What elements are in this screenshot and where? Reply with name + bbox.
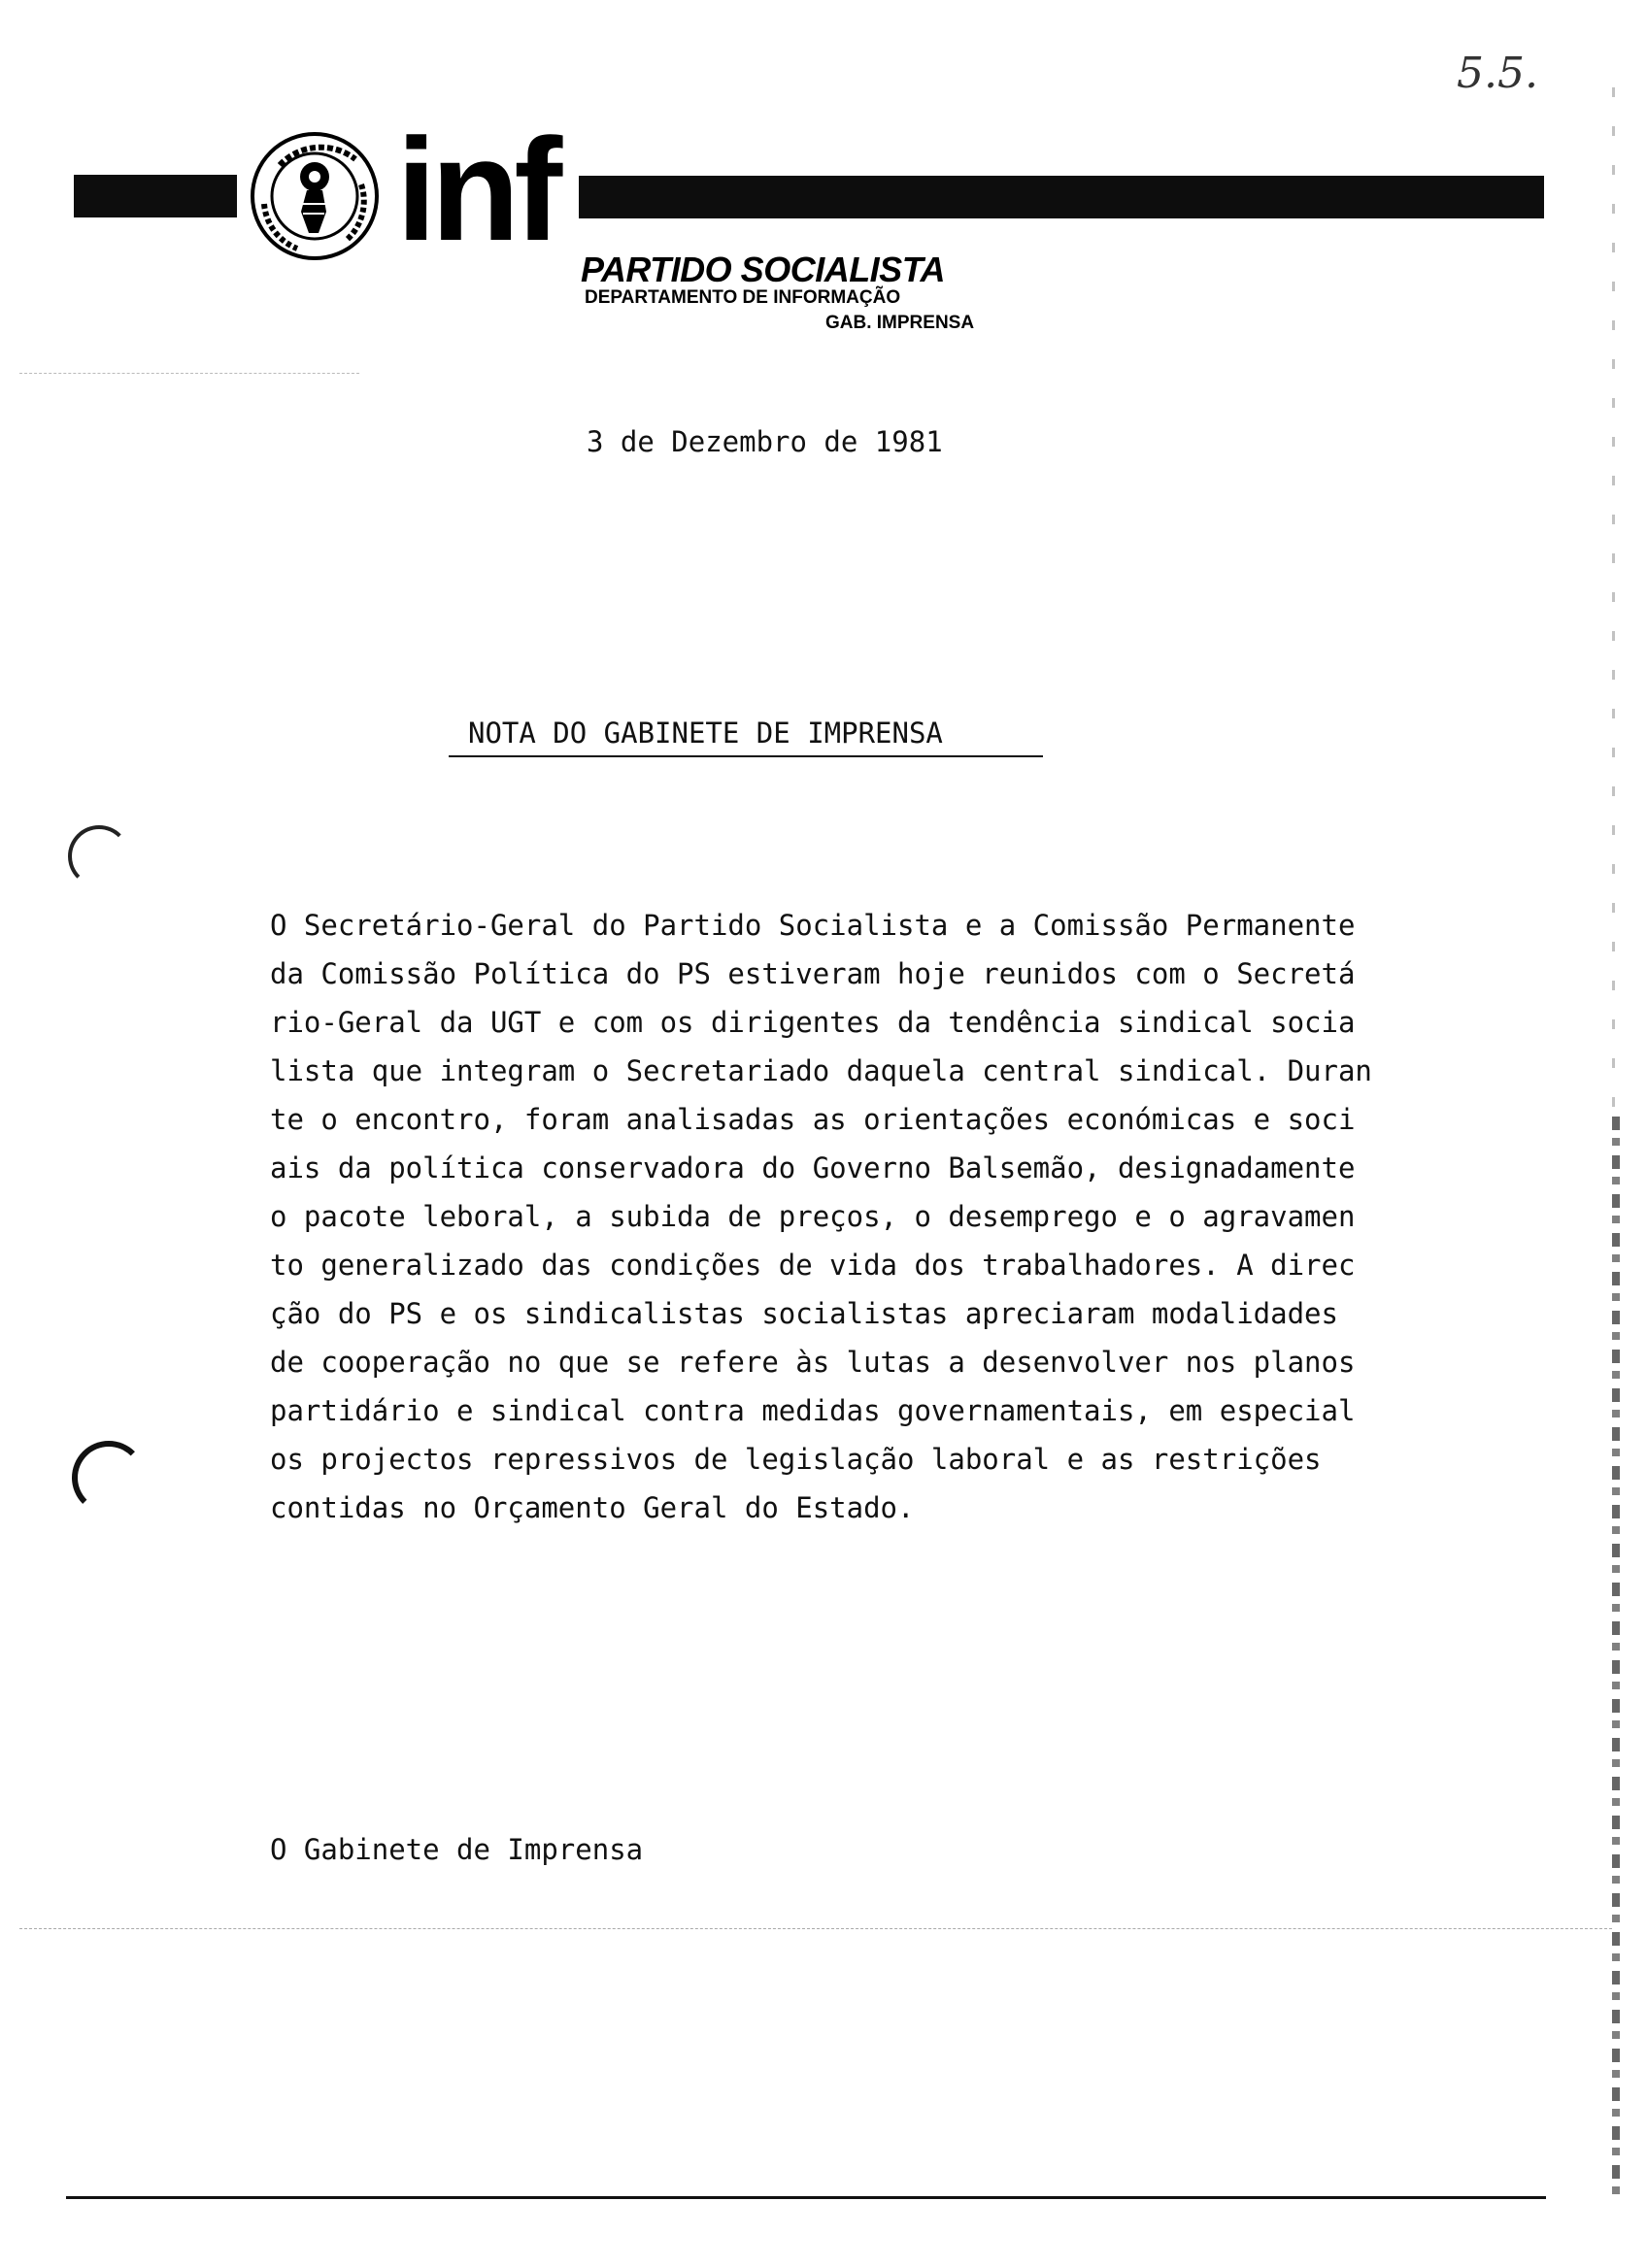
scan-rule-top bbox=[19, 373, 359, 374]
note-title-underline bbox=[449, 755, 1043, 757]
note-body bbox=[270, 901, 1552, 1532]
body-line: te o encontro, foram analisadas as orientações económicas e soci bbox=[270, 1103, 1356, 1136]
body-line: de cooperação no que se refere às lutas a desenvolver nos planos bbox=[270, 1346, 1356, 1379]
signature: O Gabinete de Imprensa bbox=[270, 1833, 644, 1866]
scan-edge-right bbox=[1612, 1117, 1620, 2194]
office-name: GAB. IMPRENSA bbox=[825, 313, 975, 333]
footer-rule bbox=[66, 2196, 1546, 2199]
body-line: os projectos repressivos de legislação laboral e as restrições bbox=[270, 1443, 1322, 1476]
document-date: 3 de Dezembro de 1981 bbox=[587, 425, 943, 458]
body-line: rio-Geral da UGT e com os dirigentes da tendência sindical socia bbox=[270, 1006, 1356, 1039]
scan-edge-right-faint bbox=[1612, 87, 1615, 1107]
inf-logotype: inf bbox=[396, 108, 557, 271]
party-name: PARTIDO SOCIALISTA bbox=[581, 250, 946, 289]
party-logo-seal bbox=[239, 126, 394, 268]
note-title-block bbox=[449, 717, 1043, 757]
header-bar-right bbox=[579, 176, 1544, 218]
header-bar-left bbox=[74, 175, 237, 217]
body-line: to generalizado das condições de vida dos trabalhadores. A direc bbox=[270, 1249, 1356, 1282]
body-line: lista que integram o Secretariado daquela central sindical. Duran bbox=[270, 1054, 1372, 1087]
body-line: contidas no Orçamento Geral do Estado. bbox=[270, 1491, 915, 1524]
body-line: o pacote leboral, a subida de preços, o desemprego e o agravamen bbox=[270, 1200, 1356, 1233]
body-line: ção do PS e os sindicalistas socialistas apreciaram modalidades bbox=[270, 1297, 1338, 1330]
department-name: DEPARTAMENTO DE INFORMAÇÃO bbox=[585, 287, 901, 308]
body-line: partidário e sindical contra medidas governamentais, em especial bbox=[270, 1394, 1356, 1427]
body-line: O Secretário-Geral do Partido Socialista e a Comissão Permanente bbox=[270, 909, 1356, 942]
body-line: da Comissão Política do PS estiveram hoje reunidos com o Secretá bbox=[270, 957, 1356, 990]
hole-punch-mark bbox=[68, 825, 130, 887]
hole-punch-mark bbox=[72, 1441, 146, 1515]
note-title: NOTA DO GABINETE DE IMPRENSA bbox=[468, 717, 943, 750]
scan-rule-middle bbox=[19, 1928, 1612, 1929]
handwritten-page-mark: 5.5. bbox=[1457, 49, 1538, 98]
fist-rose-emblem-icon bbox=[239, 126, 394, 268]
body-line: ais da política conservadora do Governo Balsemão, designadamente bbox=[270, 1151, 1356, 1184]
